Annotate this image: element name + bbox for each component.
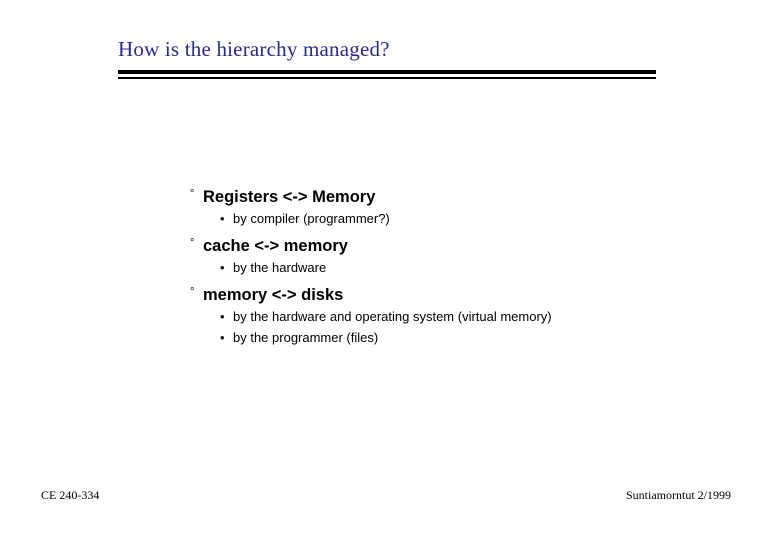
- sub-bullet-marker: •: [220, 309, 225, 324]
- bullet-list: [190, 186, 750, 354]
- bullet-text: Registers <-> Memory: [203, 188, 376, 206]
- sub-bullet-marker: •: [220, 260, 225, 275]
- slide-title: How is the hierarchy managed?: [118, 37, 390, 61]
- bullet-marker: °: [190, 188, 195, 200]
- sub-list: [190, 306, 750, 348]
- sub-bullet-marker: •: [220, 330, 225, 345]
- sub-item: [190, 208, 750, 229]
- sub-item-text: by the hardware: [233, 260, 327, 275]
- sub-item: [190, 327, 750, 348]
- sub-item: [190, 306, 750, 327]
- sub-item: [190, 257, 750, 278]
- bullet-item: [190, 284, 750, 306]
- bullet-marker: °: [190, 237, 195, 249]
- sub-bullet-marker: •: [220, 211, 225, 226]
- footer-author-date: Suntiamorntut 2/1999: [626, 488, 731, 502]
- bullet-text: cache <-> memory: [203, 237, 348, 255]
- bullet-item: [190, 186, 750, 208]
- footer-course-code: CE 240-334: [41, 488, 100, 502]
- sub-item-text: by the programmer (files): [233, 330, 379, 345]
- bullet-item: [190, 235, 750, 257]
- bullet-marker: °: [190, 286, 195, 298]
- bullet-text: memory <-> disks: [203, 286, 344, 304]
- title-rule-thick: [118, 70, 656, 74]
- sub-item-text: by compiler (programmer?): [233, 211, 390, 226]
- sub-list: [190, 257, 750, 278]
- sub-item-text: by the hardware and operating system (virtual memory): [233, 309, 552, 324]
- sub-list: [190, 208, 750, 229]
- title-rule-thin: [118, 77, 656, 79]
